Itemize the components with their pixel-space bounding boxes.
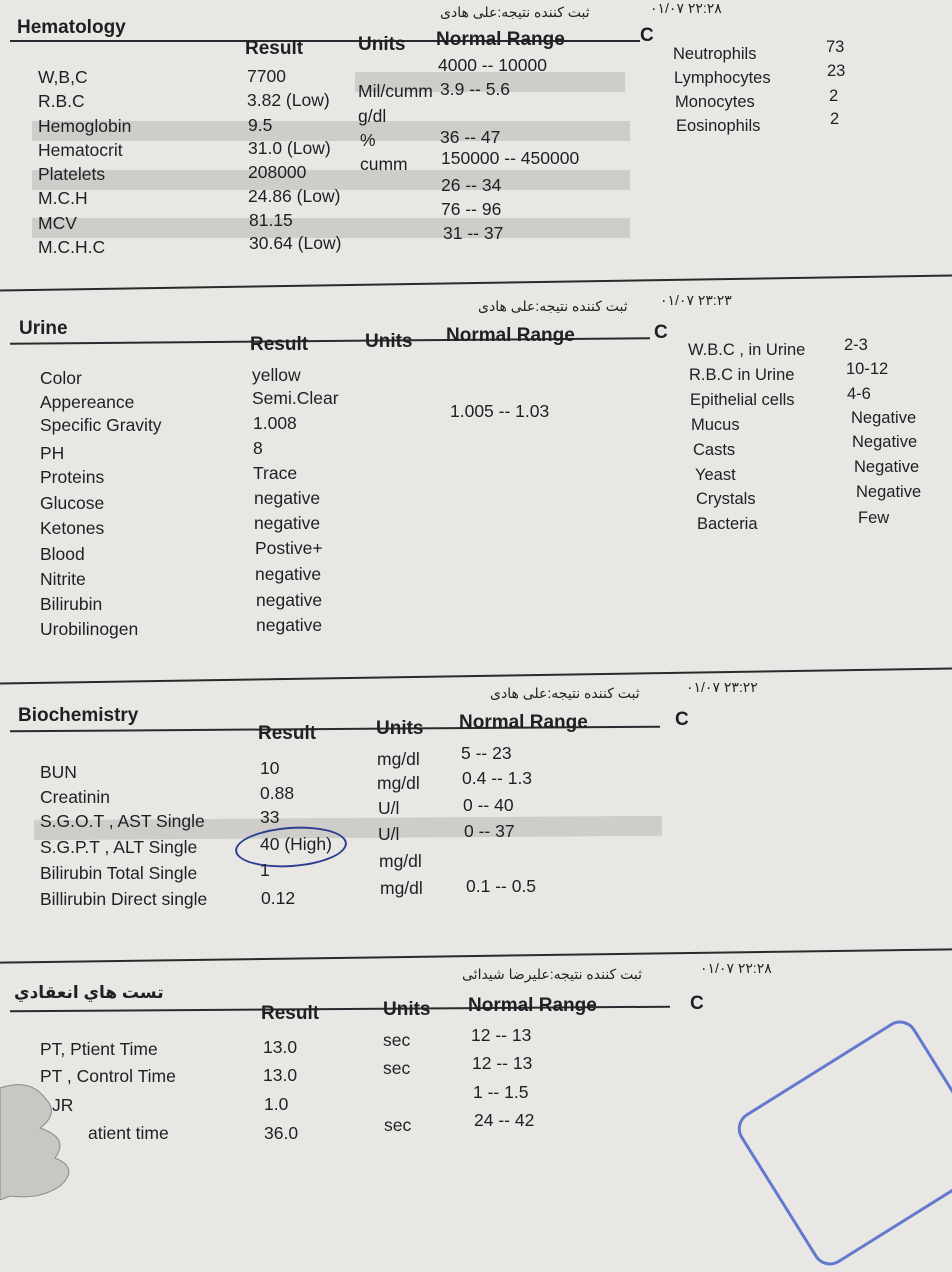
test-name: Color xyxy=(40,368,82,388)
test-units: sec xyxy=(383,1030,411,1050)
test-name: atient time xyxy=(88,1123,169,1143)
test-name: PT , Control Time xyxy=(40,1066,176,1086)
micro-name: Yeast xyxy=(695,466,736,484)
diff-value: 73 xyxy=(826,38,845,56)
test-result: 13.0 xyxy=(263,1065,298,1085)
test-result: 8 xyxy=(253,438,263,458)
coagulation-recorder: ثبت کننده نتیجه:علیرضا شیدائی xyxy=(462,966,642,982)
coagulation-title: تست هاي انعقادي xyxy=(14,983,164,1002)
test-range: 24 -- 42 xyxy=(474,1110,535,1130)
micro-value: 4-6 xyxy=(847,385,871,403)
test-result: yellow xyxy=(252,365,301,385)
test-result: 0.88 xyxy=(260,783,295,803)
section-divider xyxy=(0,668,952,685)
diff-value: 2 xyxy=(830,110,840,128)
test-result: negative xyxy=(254,513,321,533)
test-result: 36.0 xyxy=(264,1123,299,1143)
test-name: Hemoglobin xyxy=(38,116,132,136)
coagulation-range-header: Normal Range xyxy=(468,995,597,1016)
test-result: 31.0 (Low) xyxy=(248,138,331,158)
test-name: R.B.C xyxy=(38,91,85,111)
test-result: Postive+ xyxy=(255,538,323,558)
test-result: 0.12 xyxy=(261,888,296,908)
test-units: sec xyxy=(383,1058,411,1078)
micro-value: 10-12 xyxy=(846,360,889,378)
diff-value: 23 xyxy=(827,62,846,80)
test-name: PT, Ptient Time xyxy=(40,1039,158,1059)
test-name: Billirubin Direct single xyxy=(40,889,208,909)
test-result: 1.0 xyxy=(264,1094,289,1114)
biochemistry-c-header: C xyxy=(675,709,689,730)
diff-name: Lymphocytes xyxy=(674,69,771,87)
official-stamp xyxy=(731,1014,952,1272)
hematology-title: Hematology xyxy=(17,17,126,38)
micro-value: Negative xyxy=(851,409,917,427)
test-name: Appereance xyxy=(40,392,135,412)
coagulation-result-header: Result xyxy=(261,1003,320,1024)
test-range: 5 -- 23 xyxy=(461,743,512,763)
test-name: S.G.P.T , ALT Single xyxy=(40,837,198,857)
test-range: 150000 -- 450000 xyxy=(441,148,580,168)
test-result: Semi.Clear xyxy=(252,388,339,408)
biochemistry-range-header: Normal Range xyxy=(459,712,588,733)
micro-name: Mucus xyxy=(691,416,740,434)
test-result: negative xyxy=(256,590,323,610)
hematology-units-header: Units xyxy=(358,34,406,55)
hematology-range-header: Normal Range xyxy=(436,29,565,50)
test-name: BUN xyxy=(40,762,77,782)
test-result: 10 xyxy=(260,758,280,778)
micro-value: Negative xyxy=(856,483,922,501)
micro-value: Negative xyxy=(852,433,918,451)
test-result: 1.008 xyxy=(253,413,297,433)
test-result: Trace xyxy=(253,463,298,483)
test-range: 0 -- 37 xyxy=(464,821,515,841)
urine-result-header: Result xyxy=(250,334,309,355)
section-divider xyxy=(0,948,952,963)
coagulation-c-header: C xyxy=(690,993,704,1014)
diff-value: 2 xyxy=(829,87,839,105)
test-result: 30.64 (Low) xyxy=(249,233,342,253)
test-range: 76 -- 96 xyxy=(441,199,502,219)
test-result: 7700 xyxy=(247,66,286,86)
test-range: 26 -- 34 xyxy=(441,175,502,195)
diff-name: Eosinophils xyxy=(676,117,761,135)
micro-value: 2-3 xyxy=(844,336,868,354)
micro-name: Casts xyxy=(693,441,736,459)
test-name: Blood xyxy=(40,544,85,564)
test-result: negative xyxy=(254,488,321,508)
test-name: S.G.O.T , AST Single xyxy=(40,811,205,831)
test-range: 12 -- 13 xyxy=(472,1053,533,1073)
test-units: U/l xyxy=(378,824,400,844)
micro-value: Negative xyxy=(854,458,920,476)
test-units: Mil/cumm xyxy=(358,81,433,101)
test-result: 1 xyxy=(260,860,270,880)
test-result: 40 (High) xyxy=(260,834,332,854)
coagulation-units-header: Units xyxy=(383,999,431,1020)
biochemistry-recorder: ثبت کننده نتیجه:علی هادی xyxy=(490,685,640,701)
test-range: 0 -- 40 xyxy=(463,795,514,815)
micro-name: Crystals xyxy=(696,490,756,508)
test-name: MCV xyxy=(38,213,77,233)
test-result: negative xyxy=(255,564,322,584)
hematology-c-header: C xyxy=(640,25,654,46)
test-units: mg/dl xyxy=(377,749,420,769)
test-result: 24.86 (Low) xyxy=(248,186,341,206)
test-range: 31 -- 37 xyxy=(443,223,504,243)
test-result: 13.0 xyxy=(263,1037,298,1057)
test-range: 36 -- 47 xyxy=(440,127,501,147)
test-units: mg/dl xyxy=(380,878,423,898)
urine-time: ۲۳:۲۳ ۰۱/۰۷ xyxy=(660,292,732,308)
test-result: 9.5 xyxy=(248,115,273,135)
hematology-time: ۲۲:۲۸ ۰۱/۰۷ xyxy=(650,0,722,16)
test-units: mg/dl xyxy=(379,851,422,871)
test-name: JR xyxy=(52,1095,74,1115)
test-range: 3.9 -- 5.6 xyxy=(440,79,511,99)
test-result: 33 xyxy=(260,807,280,827)
biochemistry-time: ۲۳:۲۲ ۰۱/۰۷ xyxy=(686,679,758,695)
test-units: sec xyxy=(384,1115,412,1135)
coagulation-time: ۲۲:۲۸ ۰۱/۰۷ xyxy=(700,960,772,976)
test-range: 0.1 -- 0.5 xyxy=(466,876,537,896)
test-name: Ketones xyxy=(40,518,105,538)
test-result: negative xyxy=(256,615,323,635)
micro-name: Epithelial cells xyxy=(690,391,795,409)
test-name: M.C.H xyxy=(38,188,88,208)
test-range: 0.4 -- 1.3 xyxy=(462,768,533,788)
test-name: Bilirubin Total Single xyxy=(40,863,198,883)
test-name: PH xyxy=(40,443,65,463)
test-range: 12 -- 13 xyxy=(471,1025,532,1045)
micro-name: R.B.C in Urine xyxy=(689,366,795,384)
test-units: g/dl xyxy=(358,106,387,126)
biochemistry-title: Biochemistry xyxy=(18,705,139,726)
micro-name: W.B.C , in Urine xyxy=(688,341,806,359)
diff-name: Monocytes xyxy=(675,93,755,111)
test-range: 1 -- 1.5 xyxy=(473,1082,529,1102)
test-units: % xyxy=(360,130,376,150)
test-name: Specific Gravity xyxy=(40,415,162,435)
test-name: Nitrite xyxy=(40,569,86,589)
section-divider xyxy=(0,275,952,292)
hematology-recorder: ثبت کننده نتیجه:علی هادی xyxy=(440,4,590,20)
urine-units-header: Units xyxy=(365,331,413,352)
urine-range-header: Normal Range xyxy=(446,325,575,346)
test-result: 3.82 (Low) xyxy=(247,90,330,110)
diff-name: Neutrophils xyxy=(673,45,757,63)
test-result: 81.15 xyxy=(249,210,293,230)
urine-title: Urine xyxy=(19,318,68,339)
test-name: Hematocrit xyxy=(38,140,123,160)
urine-c-header: C xyxy=(654,322,668,343)
test-name: Urobilinogen xyxy=(40,619,139,639)
test-units: mg/dl xyxy=(377,773,420,793)
test-units: U/l xyxy=(378,798,400,818)
test-units: cumm xyxy=(360,154,408,174)
test-name: Creatinin xyxy=(40,787,111,807)
test-name: Glucose xyxy=(40,493,105,513)
test-result: 208000 xyxy=(248,162,307,182)
biochemistry-result-header: Result xyxy=(258,723,317,744)
test-range: 1.005 -- 1.03 xyxy=(450,401,550,421)
test-name: W,B,C xyxy=(38,67,88,87)
test-range: 4000 -- 10000 xyxy=(438,55,547,75)
test-name: Platelets xyxy=(38,164,106,184)
test-name: Proteins xyxy=(40,467,105,487)
micro-name: Bacteria xyxy=(697,515,758,533)
torn-paper-mark xyxy=(0,1068,110,1200)
micro-value: Few xyxy=(858,509,890,527)
test-name: M.C.H.C xyxy=(38,237,106,257)
biochemistry-units-header: Units xyxy=(376,718,424,739)
test-name: Bilirubin xyxy=(40,594,103,614)
hematology-result-header: Result xyxy=(245,38,304,59)
urine-recorder: ثبت کننده نتیجه:علی هادی xyxy=(478,298,628,314)
